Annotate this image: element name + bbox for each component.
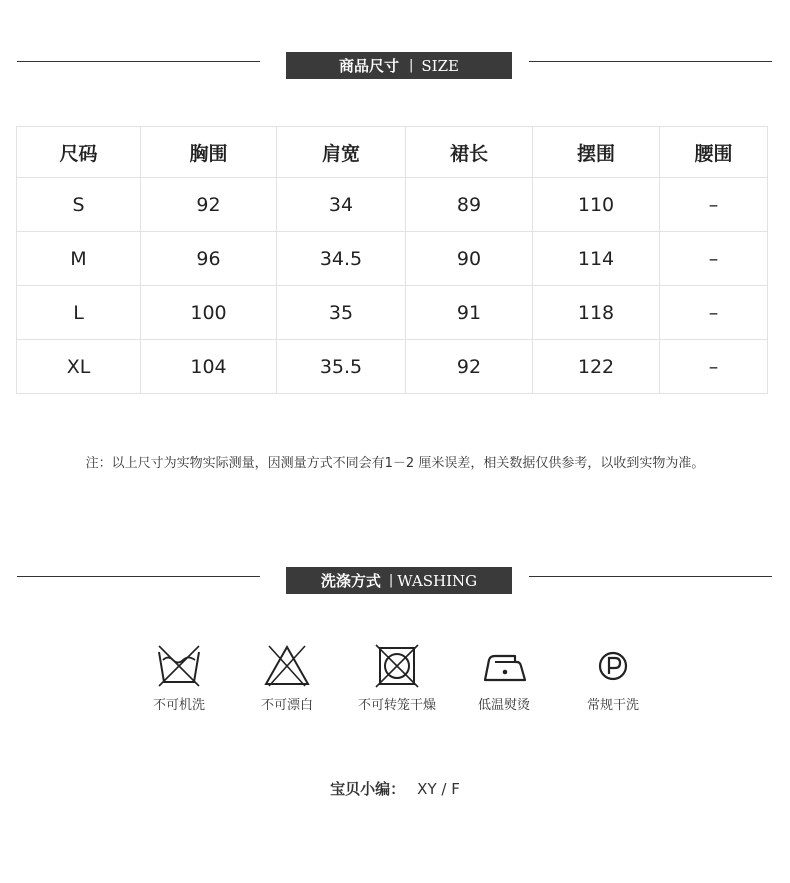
no-tumble-dry-icon [373, 644, 421, 688]
size-divider-left [17, 61, 260, 62]
washing-divider-left [17, 576, 260, 577]
size-title-zh: 商品尺寸 [339, 57, 400, 75]
cell-shoulder: 35.5 [277, 340, 406, 394]
size-title-en: SIZE [421, 56, 459, 75]
cell-bust: 92 [141, 178, 277, 232]
cell-shoulder: 34.5 [277, 232, 406, 286]
cell-hem: 114 [533, 232, 660, 286]
size-title-separator: | [409, 58, 414, 73]
care-label: 低温熨烫 [477, 698, 530, 713]
cell-length: 91 [406, 286, 533, 340]
cell-shoulder: 35 [277, 286, 406, 340]
cell-bust: 104 [141, 340, 277, 394]
size-table-header-row [17, 127, 768, 178]
cell-size: L [17, 286, 141, 340]
care-label: 不可转笼干燥 [357, 698, 436, 713]
table-row [17, 178, 768, 232]
editor-credit [0, 778, 790, 799]
cell-length: 89 [406, 178, 533, 232]
header-length: 裙长 [406, 127, 533, 178]
care-item-no-tumble-dry [337, 644, 457, 713]
editor-label: 宝贝小编： [330, 780, 406, 798]
cell-waist: – [660, 340, 768, 394]
care-label: 不可漂白 [260, 698, 313, 713]
care-item-no-bleach [227, 644, 347, 713]
no-machine-wash-icon [155, 644, 203, 688]
size-table [16, 126, 768, 394]
dry-clean-p-icon [589, 644, 637, 688]
header-bust: 胸围 [141, 127, 277, 178]
washing-title-zh: 洗涤方式 [320, 572, 381, 590]
cell-size: M [17, 232, 141, 286]
cell-shoulder: 34 [277, 178, 406, 232]
header-size: 尺码 [17, 127, 141, 178]
cell-waist: – [660, 232, 768, 286]
care-item-no-machine-wash [119, 644, 239, 713]
washing-title-separator: | [388, 573, 394, 588]
cell-bust: 96 [141, 232, 277, 286]
washing-section-title [286, 567, 512, 594]
cell-hem: 110 [533, 178, 660, 232]
washing-divider-right [529, 576, 772, 577]
size-section-title [286, 52, 512, 79]
header-hem: 摆围 [533, 127, 660, 178]
cell-waist: – [660, 286, 768, 340]
no-bleach-icon [263, 644, 311, 688]
care-item-dry-clean [553, 644, 673, 713]
cell-bust: 100 [141, 286, 277, 340]
editor-value: XY / F [417, 780, 460, 798]
table-row [17, 232, 768, 286]
low-temp-iron-icon [479, 644, 529, 688]
cell-hem: 118 [533, 286, 660, 340]
cell-size: S [17, 178, 141, 232]
cell-length: 90 [406, 232, 533, 286]
cell-waist: – [660, 178, 768, 232]
size-divider-right [529, 61, 772, 62]
care-item-low-temp-iron [444, 644, 564, 713]
size-note: 注：以上尺寸为实物实际测量，因测量方式不同会有1－2 厘米误差，相关数据仅供参考，以收到实物为准。 [85, 456, 705, 471]
header-waist: 腰围 [660, 127, 768, 178]
table-row [17, 286, 768, 340]
care-label: 常规干洗 [586, 698, 639, 713]
cell-size: XL [17, 340, 141, 394]
washing-title-en: WASHING [397, 571, 478, 590]
cell-hem: 122 [533, 340, 660, 394]
header-shoulder: 肩宽 [277, 127, 406, 178]
table-row [17, 340, 768, 394]
care-label: 不可机洗 [152, 698, 205, 713]
cell-length: 92 [406, 340, 533, 394]
